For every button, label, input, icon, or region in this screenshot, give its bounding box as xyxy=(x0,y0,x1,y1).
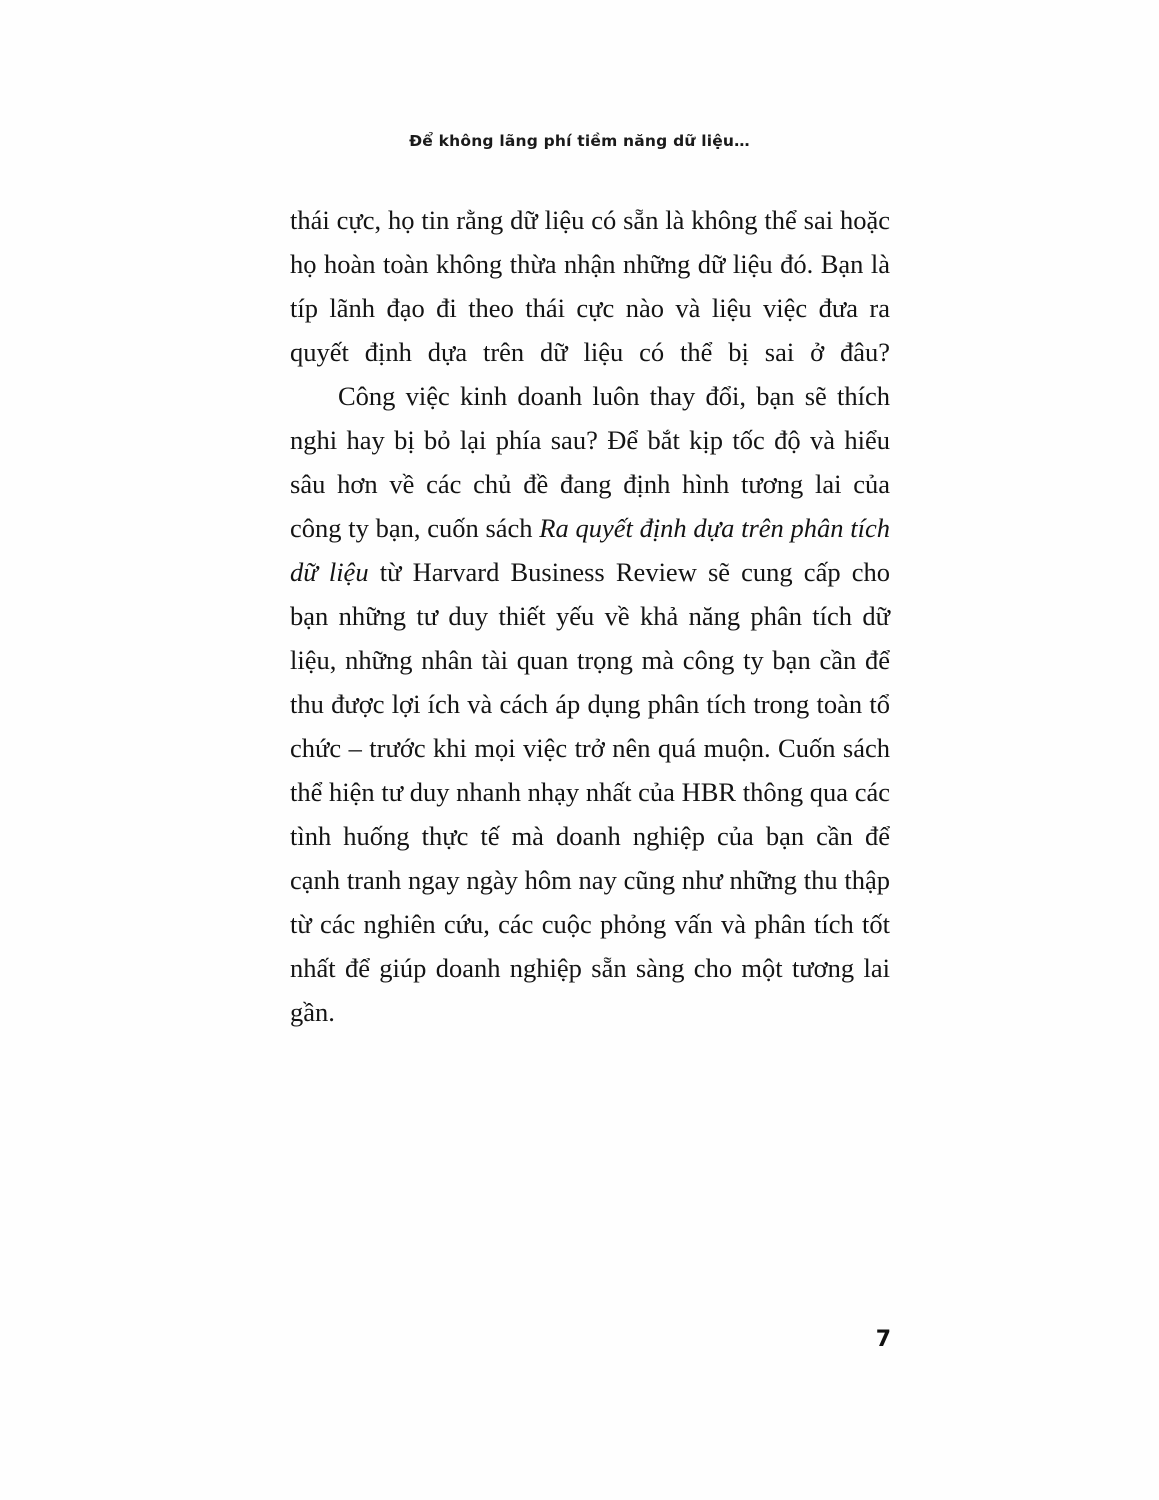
running-head: Để không lãng phí tiềm năng dữ liệu… xyxy=(409,132,750,150)
paragraph-2 xyxy=(290,374,890,1034)
book-title-citation: Ra quyết định dựa trên phân tích dữ liệu xyxy=(290,513,890,587)
page-number: 7 xyxy=(875,1327,891,1352)
paragraph-1: thái cực, họ tin rằng dữ liệu có sẵn là không thể sai hoặc họ hoàn toàn không thừa nhận những dữ liệu đó. Bạn là típ lãnh đạo đi theo thái cực nào và liệu việc đưa ra quyết định dựa trên dữ liệu có thể bị sai ở đâu? xyxy=(290,205,890,367)
paragraph-2-lead: Công việc kinh doanh luôn thay đổi, bạn sẽ thích nghi hay bị bỏ lại phía sau? Để bắt kịp tốc độ và hiểu sâu hơn về các chủ đề đang định hình tương lai của công ty bạn, cuốn sách xyxy=(290,381,890,543)
body-text xyxy=(290,198,890,1034)
paragraph-2-tail: từ Harvard Business Review sẽ cung cấp cho bạn những tư duy thiết yếu về khả năng phân tích dữ liệu, những nhân tài quan trọng mà công ty bạn cần để thu được lợi ích và cách áp dụng phân tích trong toàn tổ chức – trước khi mọi việc trở nên quá muộn. Cuốn sách thể hiện tư duy nhanh nhạy nhất của HBR thông qua các tình huống thực tế mà doanh nghiệp của bạn cần để cạnh tranh ngay ngày hôm nay cũng như những thu thập từ các nghiên cứu, các cuộc phỏng vấn và phân tích tốt nhất để giúp doanh nghiệp sẵn sàng cho một tương lai gần. xyxy=(290,557,890,1027)
